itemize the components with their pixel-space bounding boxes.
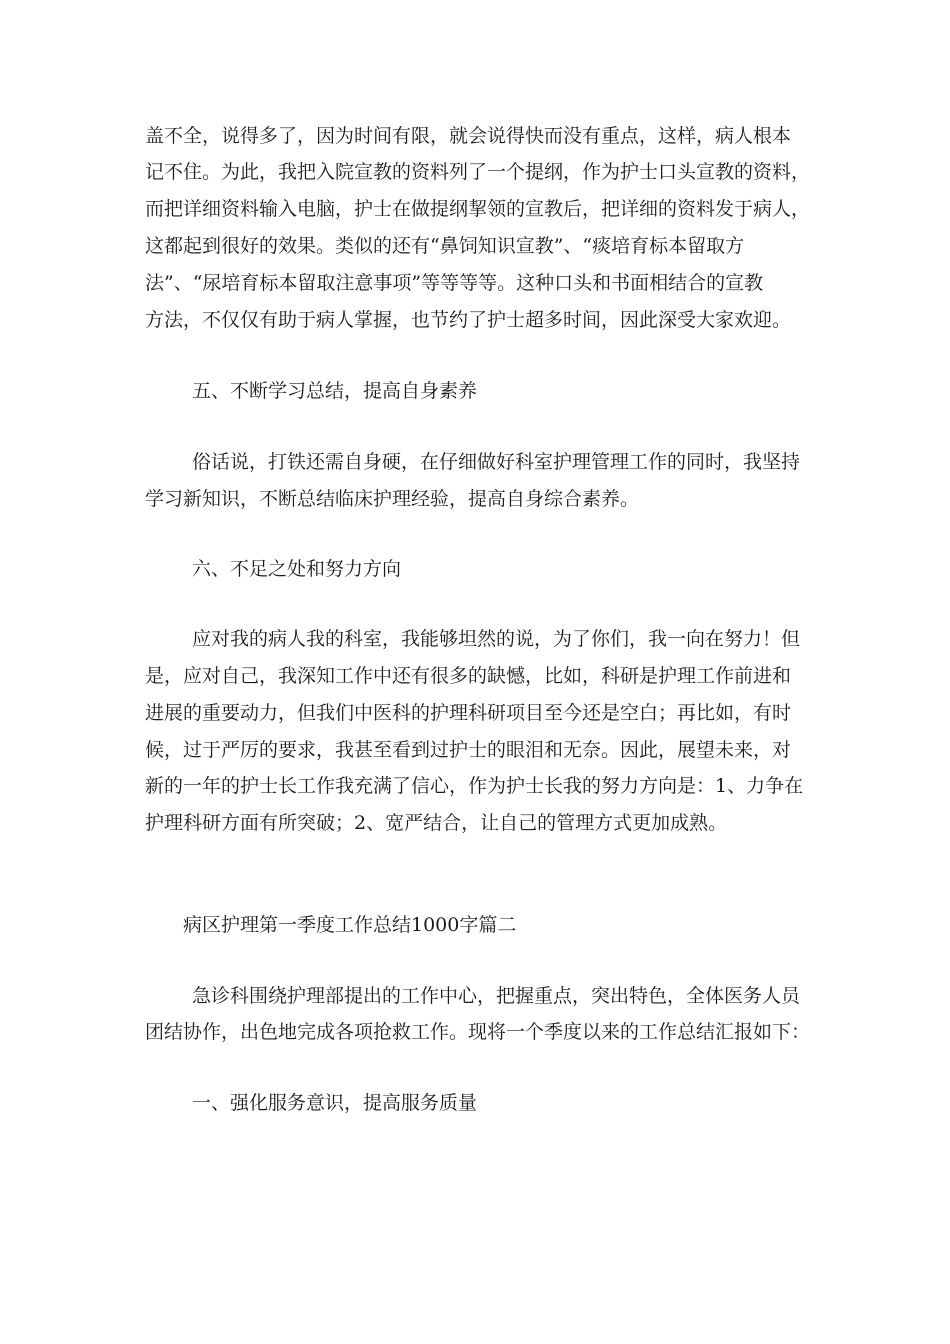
section-heading: 五、不断学习总结，提高自身素养 bbox=[192, 380, 478, 402]
paragraph-line: 盖不全，说得多了，因为时间有限，就会说得快而没有重点，这样，病人根本 bbox=[145, 125, 792, 147]
paragraph-line: 新的一年的护士长工作我充满了信心，作为护士长我的努力方向是：1、力争在 bbox=[145, 775, 804, 797]
paragraph-line: 而把详细资料输入电脑，护士在做提纲挈领的宣教后，把详细的资料发于病人， bbox=[145, 198, 811, 220]
article-title: 病区护理第一季度工作总结1000字篇二 bbox=[183, 914, 517, 936]
paragraph-line: 候，过于严厉的要求，我甚至看到过护士的眼泪和无奈。因此，展望未来，对 bbox=[145, 739, 792, 761]
paragraph-line: 记不住。为此，我把入院宣教的资料列了一个提纲，作为护士口头宣教的资料， bbox=[145, 161, 811, 183]
paragraph-line: 应对我的病人我的科室，我能够坦然的说，为了你们，我一向在努力！但 bbox=[192, 628, 801, 650]
paragraph-line: 方法，不仅仅有助于病人掌握，也节约了护士超多时间，因此深受大家欢迎。 bbox=[145, 309, 792, 331]
paragraph-line: 护理科研方面有所突破；2、宽严结合，让自己的管理方式更加成熟。 bbox=[145, 812, 728, 834]
paragraph-line: 是，应对自己，我深知工作中还有很多的缺憾，比如，科研是护理工作前进和 bbox=[145, 665, 792, 687]
paragraph-line: 团结协作，出色地完成各项抢救工作。现将一个季度以来的工作总结汇报如下： bbox=[145, 1021, 811, 1043]
paragraph-line: 俗话说，打铁还需自身硬，在仔细做好科室护理管理工作的同时，我坚持 bbox=[192, 451, 801, 473]
paragraph-line: 进展的重要动力，但我们中医科的护理科研项目至今还是空白；再比如，有时 bbox=[145, 702, 792, 724]
paragraph-line: 学习新知识，不断总结临床护理经验，提高自身综合素养。 bbox=[145, 488, 640, 510]
paragraph-line: 法”、“尿培育标本留取注意事项”等等等等。这种口头和书面相结合的宣教 bbox=[145, 272, 764, 294]
section-heading: 一、强化服务意识，提高服务质量 bbox=[192, 1092, 478, 1114]
paragraph-line: 这都起到很好的效果。类似的还有“鼻饲知识宣教”、“痰培育标本留取方 bbox=[145, 235, 745, 257]
section-heading: 六、不足之处和努力方向 bbox=[192, 558, 402, 580]
paragraph-line: 急诊科围绕护理部提出的工作中心，把握重点，突出特色，全体医务人员 bbox=[192, 985, 801, 1007]
